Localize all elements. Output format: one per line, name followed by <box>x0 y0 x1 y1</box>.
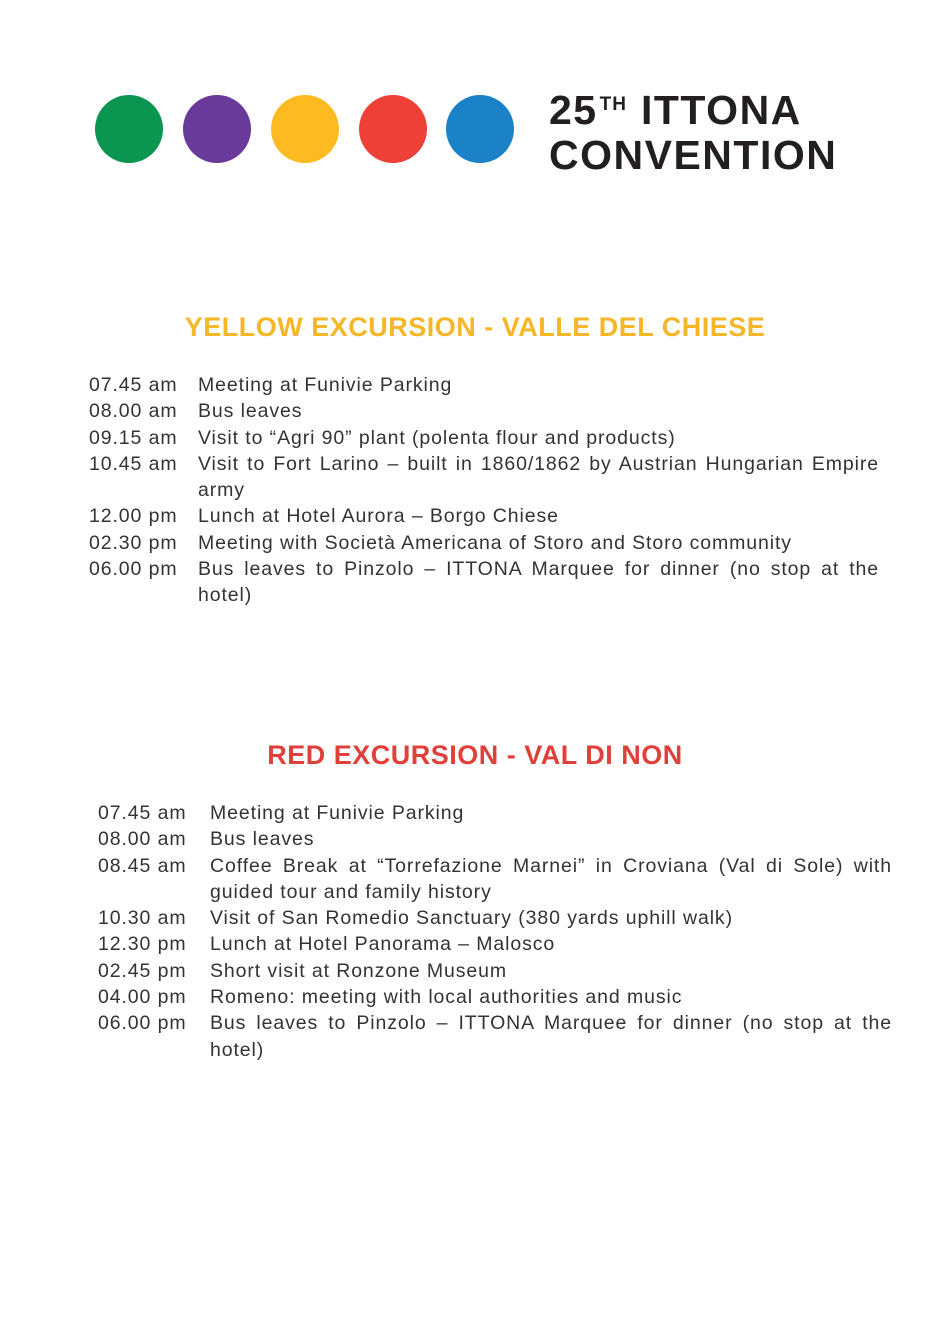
schedule-time: 06.00 pm <box>98 1012 187 1035</box>
schedule-description: Meeting with Società Americana of Storo and Storo community <box>198 531 792 554</box>
schedule-time: 12.00 pm <box>89 505 178 528</box>
schedule-row <box>98 826 892 852</box>
schedule-time: 02.30 pm <box>89 531 178 554</box>
schedule-description: Bus leaves to Pinzolo – ITTONA Marquee for dinner (no stop at the hotel) <box>198 558 879 607</box>
schedule-row <box>89 556 879 609</box>
schedule-row <box>98 905 892 931</box>
schedule-time: 06.00 pm <box>89 558 178 581</box>
red-excursion-title: RED EXCURSION - VAL DI NON <box>267 740 683 770</box>
schedule-time: 12.30 pm <box>98 933 187 956</box>
red-dot <box>359 95 427 163</box>
schedule-row <box>98 931 892 957</box>
schedule-description: Visit to “Agri 90” plant (polenta flour and products) <box>198 426 676 449</box>
schedule-description: Lunch at Hotel Panorama – Malosco <box>210 933 556 956</box>
convention-number: 25 <box>549 87 598 133</box>
schedule-row <box>89 398 879 424</box>
convention-name: ITTONA <box>640 87 802 133</box>
schedule-description: Visit to Fort Larino – built in 1860/1862 by Austrian Hungarian Empire army <box>198 452 879 502</box>
schedule-row <box>89 530 879 556</box>
schedule-description: Meeting at Funivie Parking <box>198 374 453 396</box>
schedule-description: Romeno: meeting with local authorities and music <box>210 986 683 1009</box>
schedule-time: 10.45 am <box>89 452 178 475</box>
schedule-time: 08.00 am <box>89 400 178 423</box>
convention-number-suffix: TH <box>599 94 627 115</box>
schedule-description: Short visit at Ronzone Museum <box>210 959 508 982</box>
schedule-row <box>98 800 892 826</box>
schedule-description: Visit of San Romedio Sanctuary (380 yards uphill walk) <box>210 907 733 930</box>
schedule-row <box>89 503 879 529</box>
yellow-dot <box>271 95 339 163</box>
convention-title <box>549 87 838 178</box>
schedule-time: 07.45 am <box>89 374 178 396</box>
schedule-row <box>89 425 879 451</box>
schedule-description: Coffee Break at “Torrefazione Marnei” in Croviana (Val di Sole) with guided tour and family history <box>210 854 892 903</box>
schedule-time: 08.45 am <box>98 854 187 877</box>
schedule-time: 08.00 am <box>98 828 187 851</box>
convention-title-line2: CONVENTION <box>549 132 838 178</box>
yellow-excursion-schedule <box>89 372 879 609</box>
schedule-time: 02.45 pm <box>98 959 187 982</box>
schedule-row <box>89 451 879 504</box>
blue-dot <box>446 95 514 163</box>
schedule-time: 04.00 pm <box>98 986 187 1009</box>
schedule-row <box>89 372 879 398</box>
schedule-time: 07.45 am <box>98 802 187 824</box>
schedule-description: Bus leaves <box>198 400 303 423</box>
green-dot <box>95 95 163 163</box>
schedule-row <box>98 853 892 906</box>
convention-title-line1 <box>549 87 837 137</box>
schedule-row <box>98 984 892 1010</box>
schedule-time: 09.15 am <box>89 426 178 449</box>
schedule-row <box>98 1010 892 1063</box>
yellow-excursion-title: YELLOW EXCURSION - VALLE DEL CHIESE <box>184 312 766 342</box>
schedule-description: Lunch at Hotel Aurora – Borgo Chiese <box>198 505 559 528</box>
schedule-description: Bus leaves to Pinzolo – ITTONA Marquee for dinner (no stop at the hotel) <box>210 1012 892 1061</box>
schedule-time: 10.30 am <box>98 907 187 930</box>
schedule-description: Meeting at Funivie Parking <box>210 802 465 824</box>
red-excursion-schedule <box>98 800 892 1063</box>
schedule-row <box>98 958 892 984</box>
schedule-description: Bus leaves <box>210 828 315 851</box>
purple-dot <box>183 95 251 163</box>
